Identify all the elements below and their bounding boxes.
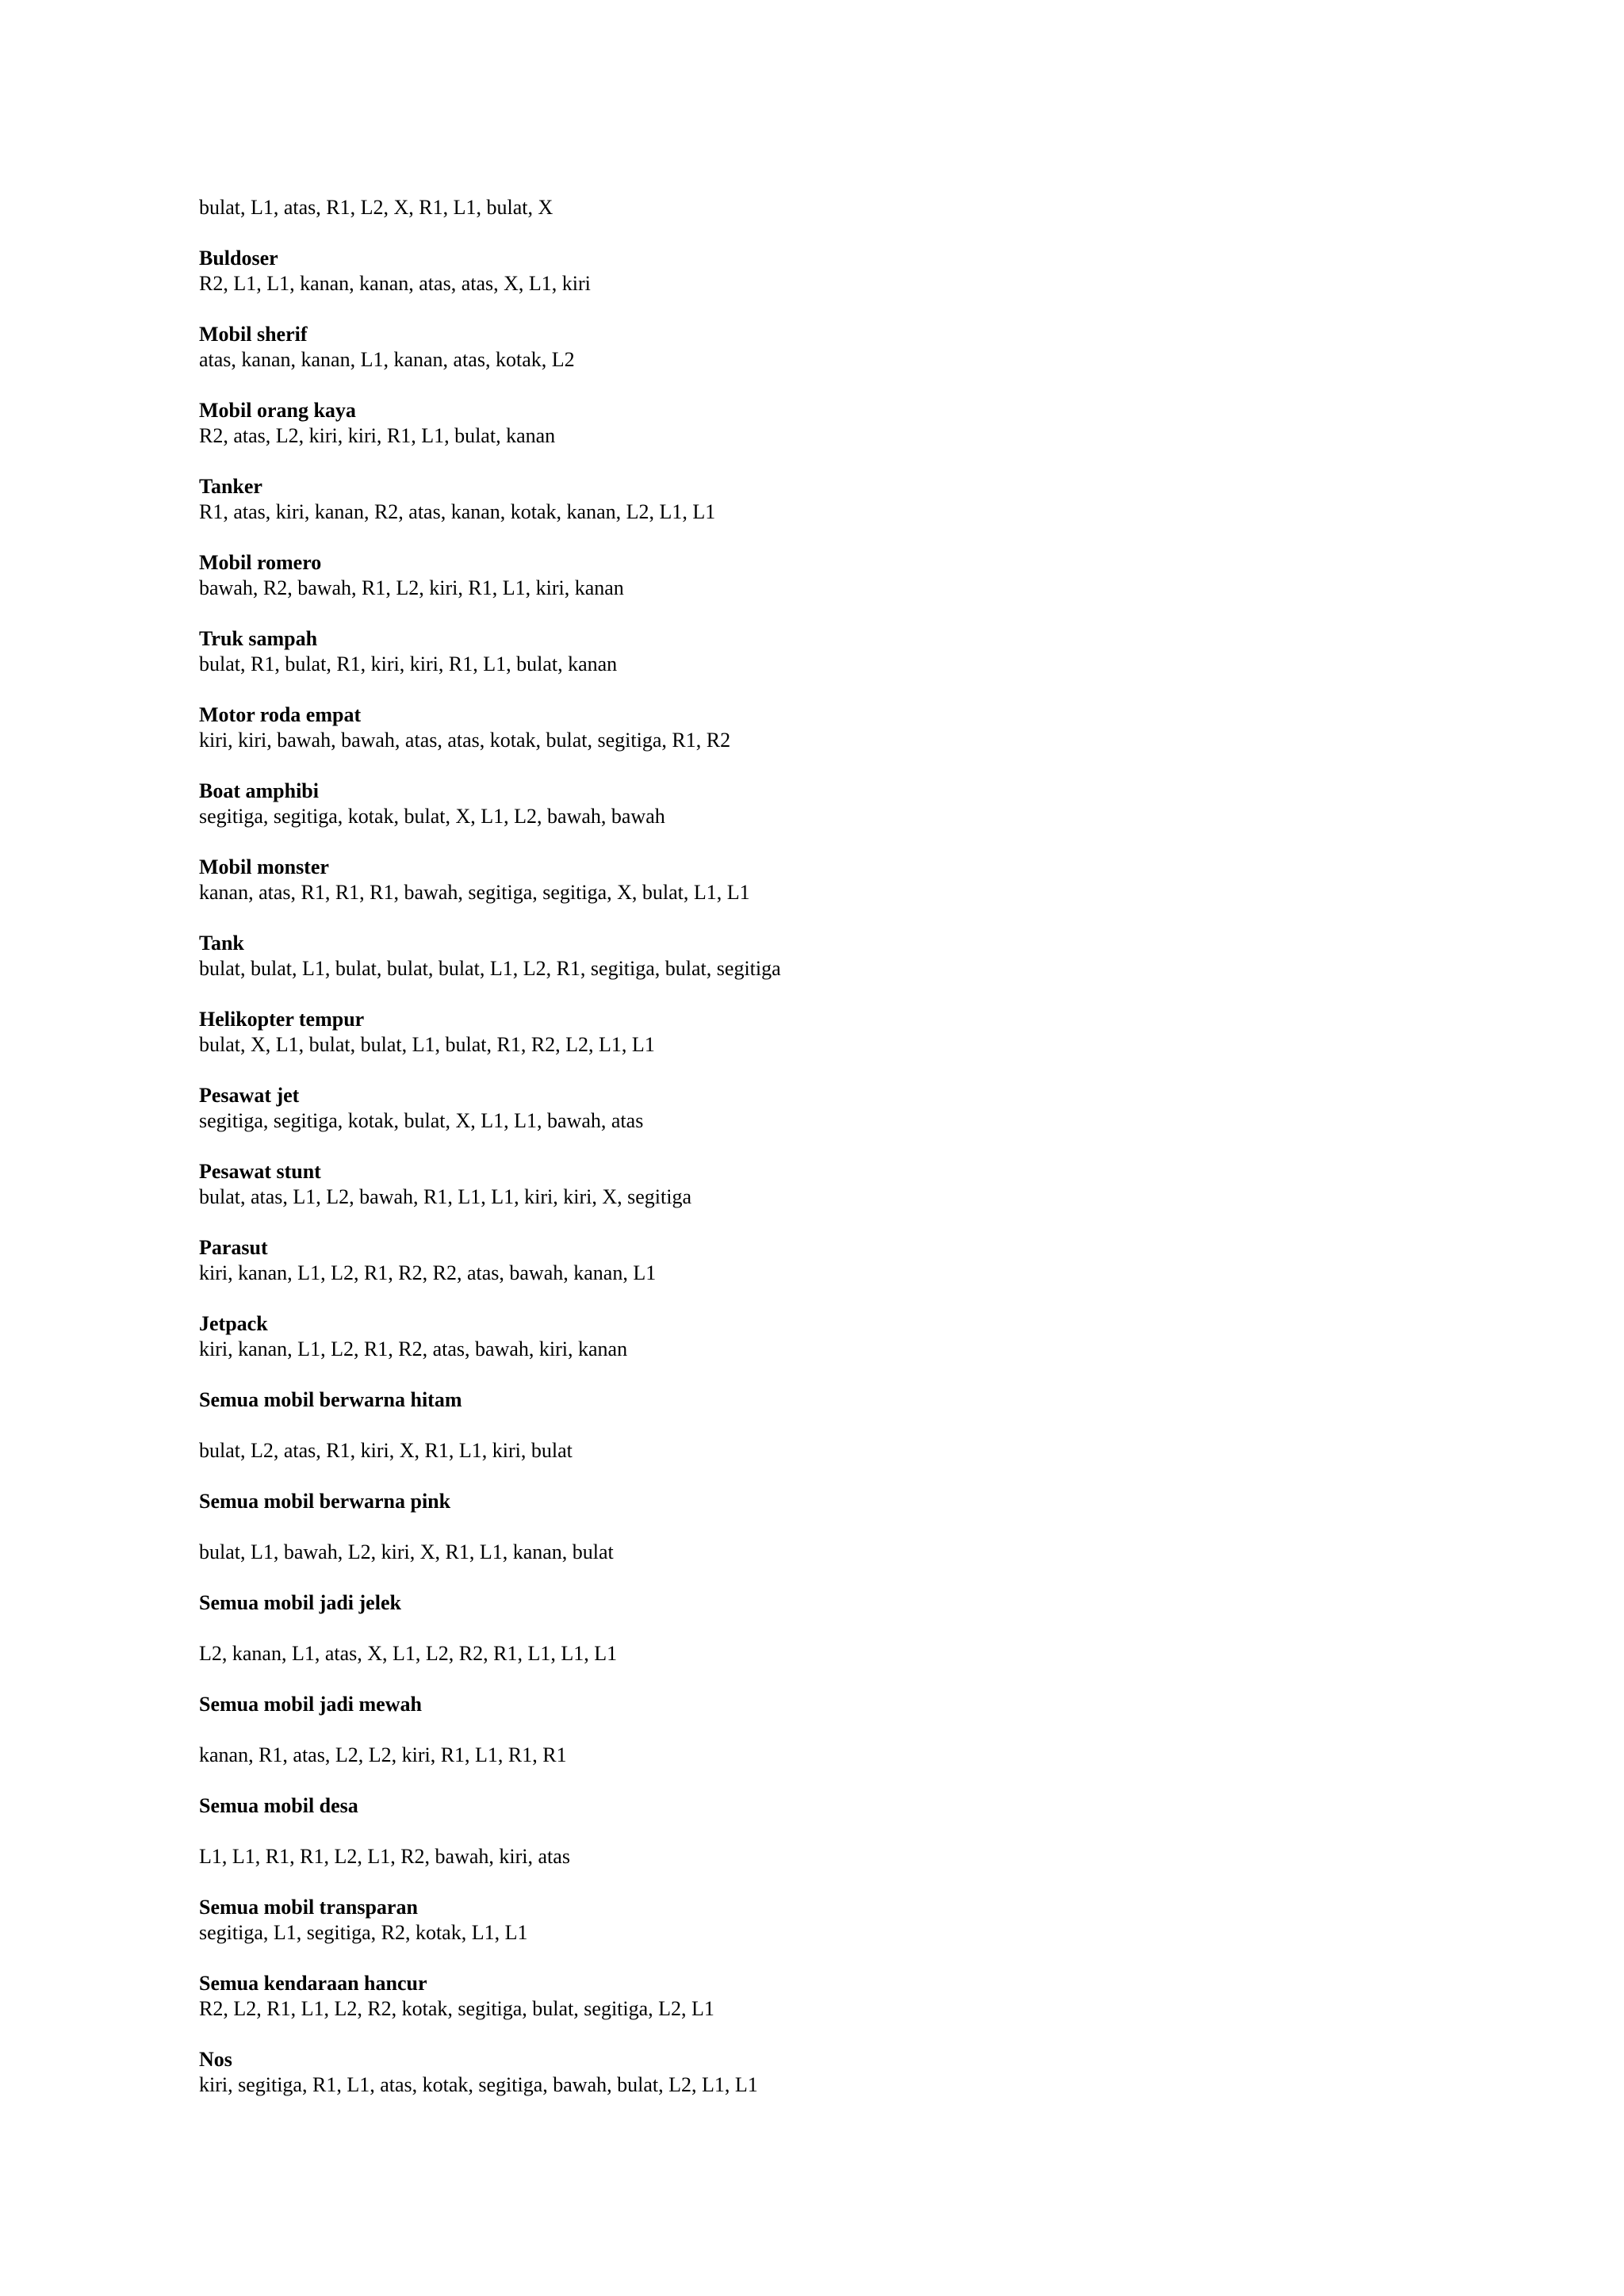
cheat-code: bulat, L2, atas, R1, kiri, X, R1, L1, kiri, bulat (199, 1439, 573, 1462)
cheat-entry (199, 1489, 1547, 1565)
cheat-entry (199, 1007, 1547, 1058)
cheat-code: kiri, segitiga, R1, L1, atas, kotak, segitiga, bawah, bulat, L2, L1, L1 (199, 2073, 758, 2096)
cheat-code: bulat, bulat, L1, bulat, bulat, bulat, L1, L2, R1, segitiga, bulat, segitiga (199, 957, 781, 980)
cheat-title: Motor roda empat (199, 703, 362, 726)
cheat-entry (199, 550, 1547, 601)
cheat-code: segitiga, L1, segitiga, R2, kotak, L1, L1 (199, 1921, 528, 1944)
cheat-title: Semua mobil jadi jelek (199, 1591, 401, 1614)
cheat-code: R2, L1, L1, kanan, kanan, atas, atas, X, L1, kiri (199, 272, 591, 295)
cheat-title: Truk sampah (199, 627, 318, 650)
cheat-title: Mobil sherif (199, 323, 308, 346)
cheat-title: Parasut (199, 1236, 268, 1259)
cheat-title: Semua mobil desa (199, 1794, 358, 1817)
cheat-entry (199, 1387, 1547, 1464)
cheat-code: bulat, atas, L1, L2, bawah, R1, L1, L1, kiri, kiri, X, segitiga (199, 1185, 691, 1208)
cheat-code: bulat, R1, bulat, R1, kiri, kiri, R1, L1, bulat, kanan (199, 652, 618, 675)
cheat-title: Buldoser (199, 247, 278, 270)
cheat-code: R2, L2, R1, L1, L2, R2, kotak, segitiga, bulat, segitiga, L2, L1 (199, 1997, 714, 2020)
cheat-code: L2, kanan, L1, atas, X, L1, L2, R2, R1, L1, L1, L1 (199, 1642, 618, 1665)
cheat-title: Semua mobil jadi mewah (199, 1693, 422, 1716)
cheat-code: kiri, kiri, bawah, bawah, atas, atas, kotak, bulat, segitiga, R1, R2 (199, 729, 731, 752)
cheat-code: R2, atas, L2, kiri, kiri, R1, L1, bulat, kanan (199, 424, 556, 447)
cheat-code: atas, kanan, kanan, L1, kanan, atas, kotak, L2 (199, 348, 575, 371)
cheat-entry (199, 322, 1547, 373)
cheat-entry (199, 1311, 1547, 1362)
document-page (199, 195, 1547, 2123)
cheat-code: kanan, R1, atas, L2, L2, kiri, R1, L1, R1, R1 (199, 1743, 567, 1766)
cheat-entry (199, 1971, 1547, 2022)
cheat-title: Mobil orang kaya (199, 399, 356, 422)
cheat-code: bawah, R2, bawah, R1, L2, kiri, R1, L1, kiri, kanan (199, 576, 624, 599)
cheat-entry (199, 626, 1547, 677)
cheat-code: segitiga, segitiga, kotak, bulat, X, L1, L1, bawah, atas (199, 1109, 644, 1132)
cheat-entry (199, 246, 1547, 297)
cheat-title: Pesawat stunt (199, 1160, 321, 1183)
cheat-title: Semua mobil transparan (199, 1896, 418, 1919)
cheat-entry (199, 474, 1547, 525)
cheat-code: R1, atas, kiri, kanan, R2, atas, kanan, kotak, kanan, L2, L1, L1 (199, 500, 716, 523)
cheat-code: kiri, kanan, L1, L2, R1, R2, R2, atas, bawah, kanan, L1 (199, 1261, 657, 1284)
cheat-entry (199, 2047, 1547, 2098)
cheat-code: kiri, kanan, L1, L2, R1, R2, atas, bawah, kiri, kanan (199, 1337, 628, 1360)
cheat-title: Pesawat jet (199, 1084, 300, 1107)
cheat-entry (199, 779, 1547, 829)
cheat-title: Tank (199, 932, 244, 955)
cheat-entry (199, 931, 1547, 982)
cheat-title: Boat amphibi (199, 779, 319, 802)
cheat-entry (199, 1083, 1547, 1134)
cheat-entry (199, 1793, 1547, 1869)
cheat-entry (199, 1895, 1547, 1946)
cheat-entry (199, 1692, 1547, 1768)
cheat-title: Nos (199, 2048, 232, 2071)
cheat-title: Helikopter tempur (199, 1008, 365, 1031)
cheat-title: Jetpack (199, 1312, 268, 1335)
cheat-entry (199, 702, 1547, 753)
cheat-entry (199, 1159, 1547, 1210)
cheat-title: Tanker (199, 475, 262, 498)
cheat-code: kanan, atas, R1, R1, R1, bawah, segitiga, segitiga, X, bulat, L1, L1 (199, 881, 750, 904)
cheat-title: Semua mobil berwarna pink (199, 1490, 451, 1513)
cheat-code: segitiga, segitiga, kotak, bulat, X, L1, L2, bawah, bawah (199, 805, 665, 828)
cheat-entry (199, 855, 1547, 905)
intro-code-line: bulat, L1, atas, R1, L2, X, R1, L1, bulat, X (199, 196, 553, 219)
cheat-title: Mobil monster (199, 855, 329, 878)
cheat-code: L1, L1, R1, R1, L2, L1, R2, bawah, kiri, atas (199, 1845, 570, 1868)
cheat-code: bulat, L1, bawah, L2, kiri, X, R1, L1, kanan, bulat (199, 1540, 614, 1563)
cheat-title: Semua kendaraan hancur (199, 1972, 427, 1995)
cheat-entry (199, 1235, 1547, 1286)
cheat-title: Mobil romero (199, 551, 322, 574)
cheat-code: bulat, X, L1, bulat, bulat, L1, bulat, R1, R2, L2, L1, L1 (199, 1033, 655, 1056)
cheat-title: Semua mobil berwarna hitam (199, 1388, 462, 1411)
cheat-entry (199, 398, 1547, 449)
cheat-entry (199, 1590, 1547, 1667)
